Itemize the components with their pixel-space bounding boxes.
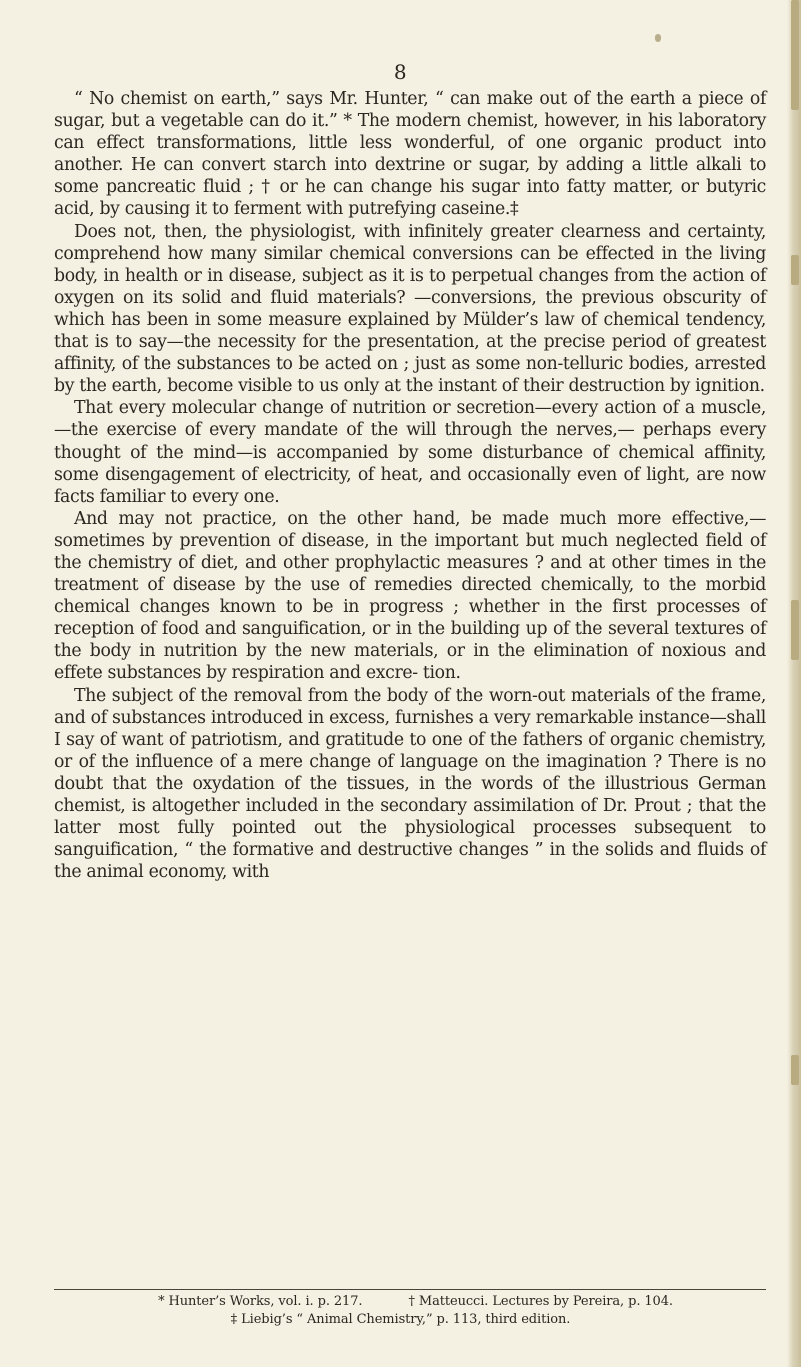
edge-stain — [791, 0, 799, 110]
body-text — [54, 88, 766, 883]
footnote-star: * Hunter’s Works, vol. i. p. 217. — [158, 1294, 363, 1309]
paragraph-hunter-quote: “ No chemist on earth,” says Mr. Hunter, “ can make out of the earth a piece of sugar, but a vegetable can do it.” * The modern chemist, however, in his laboratory can effect transformations, little less wonderful, of one organic product into another. He can convert starch into dextrine or sugar, by adding a little alkali to some pancreatic fluid ; † or he can change his sugar into fatty matter, or butyric acid, by causing it to ferment with putrefying caseine.‡ — [54, 89, 766, 220]
footnote-double-dagger: ‡ Liebig’s “ Animal Chemistry,” p. 113, third edition. — [230, 1312, 571, 1327]
page-edge — [787, 0, 801, 1367]
paragraph-physiologist: Does not, then, the physiologist, with infinitely greater clearness and certainty, comprehend how many similar chemical conversions can be effected in the living body, in health or in disease, subject as it is to perpetual changes from the action of oxygen on its solid and fluid materials? —conversions, the previous obscurity of which has been in some measure explained by Mülder’s law of chemical tendency, that is to say—the necessity for the presentation, at the precise period of greatest affinity, of the substances to be acted on ; just as some non-telluric bodies, arrested by the earth, become visible to us only at the instant of their destruction by ignition. — [54, 221, 766, 397]
paragraph-removal: The subject of the removal from the body of the worn-out materials of the frame, and of substances introduced in excess, furnishes a very remarkable instance—shall I say of want of patriotism, and gratitude to one of the fathers of organic chemistry, or of the influence of a mere change of language on the imagination ? There is no doubt that the oxydation of the tissues, in the words of the illustrious German chemist, is altogether included in the secondary assimilation of Dr. Prout ; that the latter most fully pointed out the physiological processes subsequent to sanguification, “ the formative and destructive changes ” in the solids and fluids of the animal economy, with — [54, 685, 766, 883]
footnotes — [0, 1293, 801, 1329]
footnote-line-2 — [0, 1311, 801, 1329]
paragraph-practice: And may not practice, on the other hand, be made much more effective,— sometimes by prevention of disease, in the important but much neglected field of the chemistry of diet, and other prophylactic measures ? and at other times in the treatment of disease by the use of remedies directed chemically, to the morbid chemical changes known to be in progress ; whether in the first processes of reception of food and sanguification, or in the building up of the several textures of the body in nutrition by the new materials, or in the elimination of noxious and effete substances by respiration and excre- tion. — [54, 508, 766, 684]
ink-speck — [655, 34, 661, 42]
page-number: 8 — [393, 60, 408, 84]
edge-stain — [791, 1055, 799, 1085]
edge-stain — [791, 600, 799, 660]
footnote-line-1 — [0, 1293, 801, 1311]
footnote-divider — [54, 1289, 766, 1290]
footnote-dagger: † Matteucci. Lectures by Pereira, p. 104. — [408, 1294, 673, 1309]
paragraph-molecular-change: That every molecular change of nutrition or secretion—every action of a muscle,—the exercise of every mandate of the will through the nerves,— perhaps every thought of the mind—is accompanied by some disturbance of chemical affinity, some disengagement of electricity, of heat, and occasionally even of light, are now facts familiar to every one. — [54, 398, 766, 507]
edge-stain — [791, 255, 799, 285]
